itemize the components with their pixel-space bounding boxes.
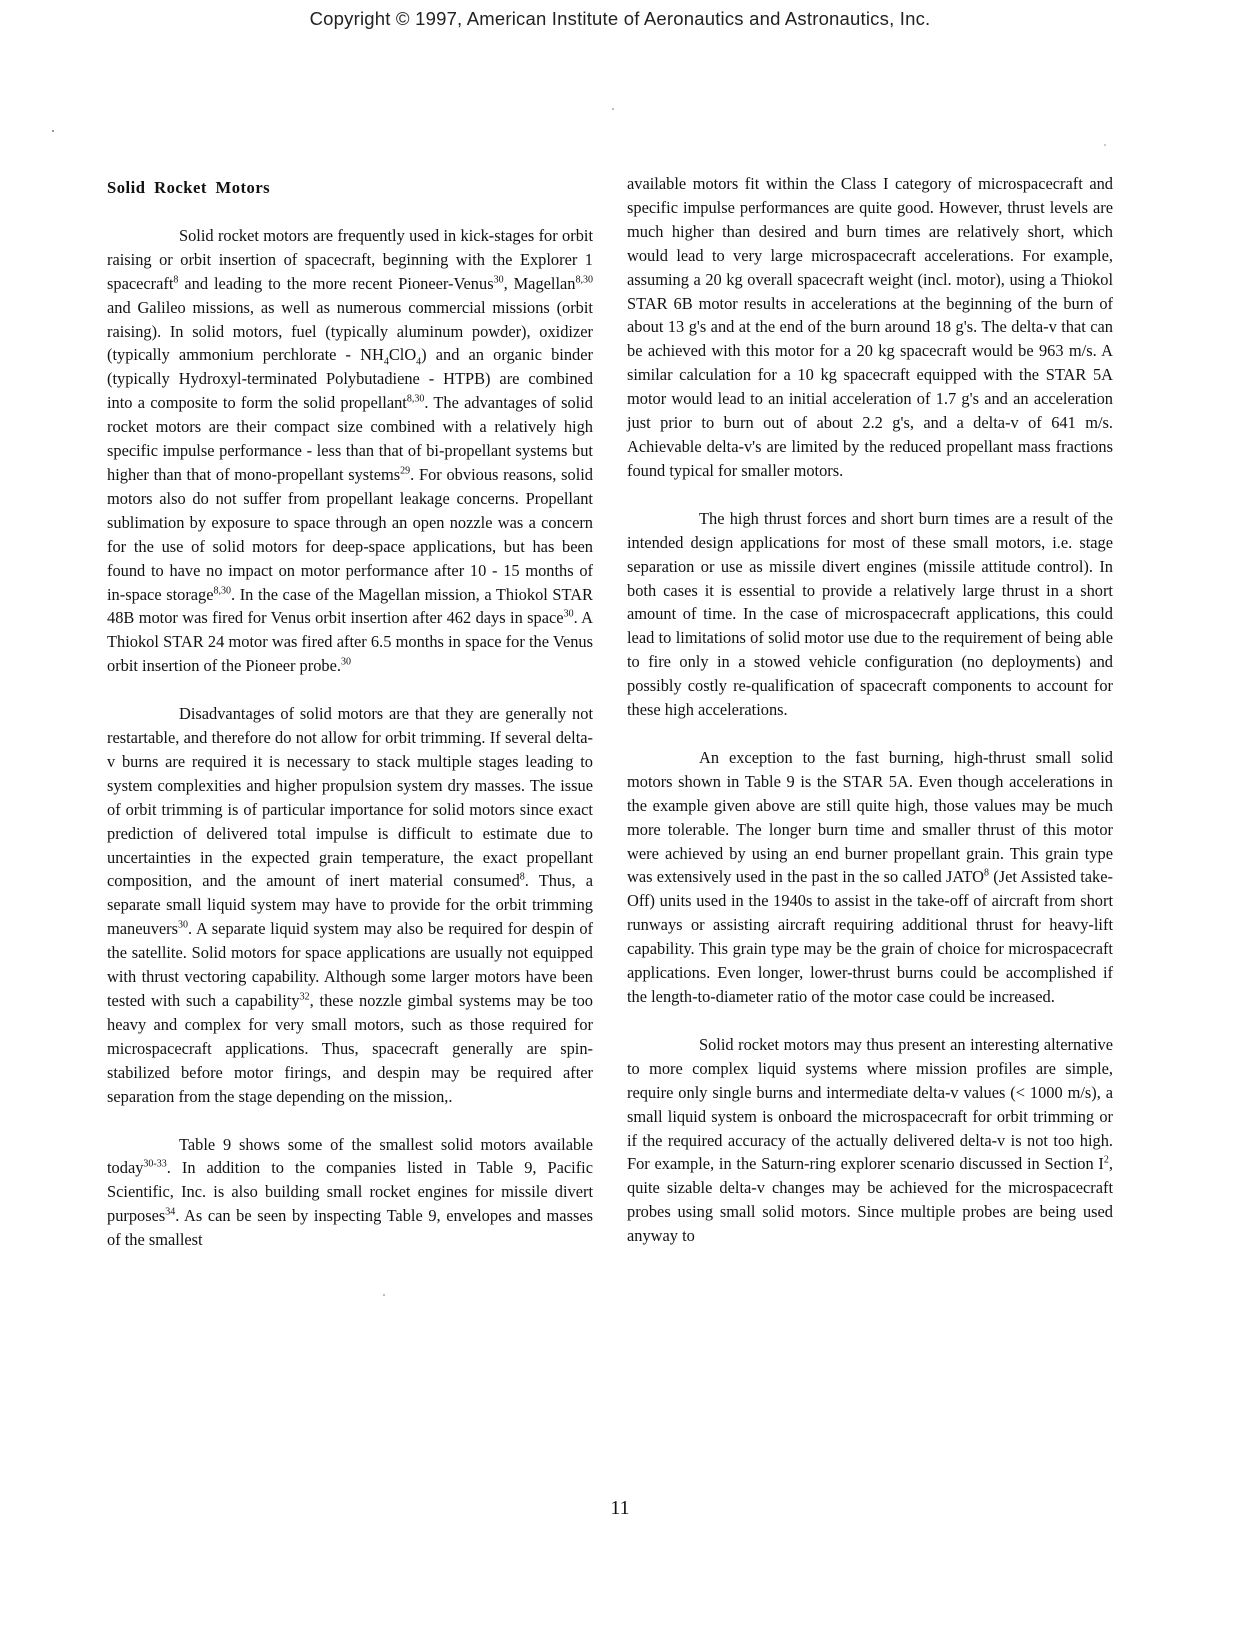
section-heading: Solid Rocket Motors	[107, 178, 271, 197]
paragraph: Table 9 shows some of the smallest solid motors available today$^{30-33}$. In addition to the companies listed in Table 9, Pacific Scientific, Inc. is also building small rocket engines for missile divert purposes$^{34}$. As can be seen by inspecting Table 9, envelopes and masses of the smallest	[107, 1134, 593, 1250]
paragraph: Solid rocket motors are frequently used in kick-stages for orbit raising or orbit insertion of spacecraft, beginning with the Explorer 1 spacecraft$^8$ and leading to the more recent Pioneer-Venus$^{30}$, Magellan$^{8,30}$ and Galileo missions, as well as numerous commercial missions (orbit raising). In solid motors, fuel (typically aluminum powder), oxidizer (typically ammonium perchlorate - $NH_4ClO_4$) and an organic binder (typically Hydroxyl-terminated Polybutadiene - HTPB) are combined into a composite to form the solid propellant$^{8,30}$. The advantages of solid rocket motors are their compact size combined with a relatively high specific impulse performance - less than that of bi-propellant systems but higher than that of mono-propellant systems$^{29}$. For obvious reasons, solid motors also do not suffer from propellant leakage concerns. Propellant sublimation by exposure to space through an open nozzle was a concern for the use of solid motors for deep-space applications, but has been found to have no impact on motor performance after 10 - 15 months of in-space storage$^{8,30}$. In the case of the Magellan mission, a Thiokol STAR 48B motor was fired for Venus orbit insertion after 462 days in space$^{30}$. A Thiokol STAR 24 motor was fired after 6.5 months in space for the Venus orbit insertion of the Pioneer probe.$^{30}$	[107, 225, 594, 676]
page-number: 11	[610, 1497, 630, 1519]
paragraph: available motors fit within the Class I category of microspacecraft and specific impulse performances are quite good. However, thrust levels are much higher than desired and burn times are relatively short, which would lead to very large microspacecraft accelerations. For example, assuming a 20 kg overall spacecraft weight (incl. motor), using a Thiokol STAR 6B motor results in accelerations at the beginning of the burn of about 13 g's and at the end of the burn around 18 g's. The delta-v that can be achieved with this motor for a 20 kg spacecraft would be 963 m/s. A similar calculation for a 10 kg spacecraft equipped with the STAR 5A motor would lead to an initial acceleration of 1.7 g's and an acceleration just prior to burn out of about 2.2 g's, and a delta-v of 641 m/s. Achievable delta-v's are limited by the reduced propellant mass fractions found typical for smaller motors.	[627, 174, 1113, 480]
right-column	[627, 172, 1113, 1248]
paragraph: The high thrust forces and short burn times are a result of the intended design applications for most of these small motors, i.e. stage separation or use as missile divert engines (missile attitude control). In both cases it is essential to provide a relatively large thrust in a short amount of time. In the case of microspacecraft applications, this could lead to limitations of solid motor use due to the requirement of being able to fire only in a stowed vehicle configuration (no deployments) and possibly costly re-qualification of spacecraft components to account for these high accelerations.	[627, 508, 1113, 720]
paragraph: Disadvantages of solid motors are that they are generally not restartable, and therefore do not allow for orbit trimming. If several delta-v burns are required it is necessary to stack multiple stages leading to system complexities and higher propulsion system dry masses. The issue of orbit trimming is of particular importance for solid motors since exact prediction of delivered total impulse is difficult to estimate due to uncertainties in the expected grain temperature, the exact propellant composition, and the amount of inert material consumed$^8$. Thus, a separate small liquid system may have to provide for the orbit trimming maneuvers$^{30}$. A separate liquid system may also be required for despin of the satellite. Solid motors for space applications are usually not equipped with thrust vectoring capability. Although some larger motors have been tested with such a capability$^{32}$, these nozzle gimbal systems may be too heavy and complex for very small motors, such as those required for microspacecraft applications. Thus, spacecraft generally are spin-stabilized before motor firings, and despin may be required after separation from the stage depending on the mission,.	[107, 704, 593, 1106]
left-column	[107, 176, 593, 1252]
scan-speck	[52, 130, 54, 132]
paragraph: Solid rocket motors may thus present an interesting alternative to more complex liquid systems where mission profiles are simple, require only single burns and intermediate delta-v values (< 1000 m/s), a small liquid system is onboard the microspacecraft for orbit trimming or if the required accuracy of the actually delivered delta-v is not too high. For example, in the Saturn-ring explorer scenario discussed in Section $I^2$, quite sizable delta-v changes may be achieved for the microspacecraft probes using small solid motors. Since multiple probes are being used anyway to	[627, 1034, 1113, 1246]
scan-speck	[612, 108, 614, 110]
scan-speck	[1104, 144, 1106, 146]
copyright-header: Copyright © 1997, American Institute of Aeronautics and Astronautics, Inc.	[309, 8, 931, 29]
scan-speck	[383, 1294, 385, 1296]
paragraph: An exception to the fast burning, high-thrust small solid motors shown in Table 9 is the STAR 5A. Even though accelerations in the example given above are still quite high, those values may be much more tolerable. The longer burn time and smaller thrust of this motor were achieved by using an end burner propellant grain. This grain type was extensively used in the past in the so called JATO$^8$ (Jet Assisted take-Off) units used in the 1940s to assist in the take-off of aircraft from short runways or assisting aircraft requiring additional thrust for heavy-lift capability. This grain type may be the grain of choice for microspacecraft applications. Even longer, lower-thrust burns could be accomplished if the length-to-diameter ratio of the motor case could be increased.	[627, 747, 1113, 1006]
